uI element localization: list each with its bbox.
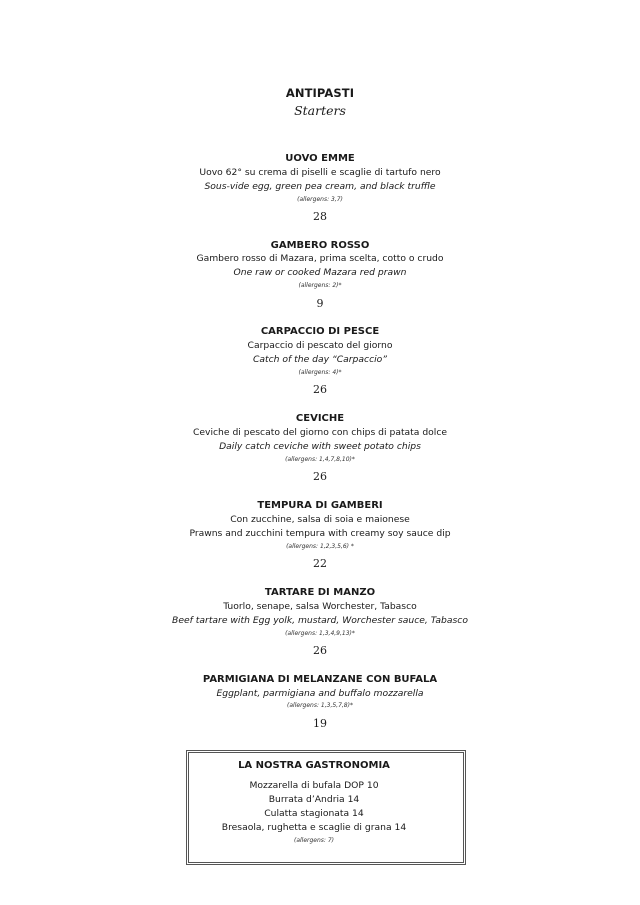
dish-description-italian: Uovo 62° su crema di piselli e scaglie di tartufo nero (199, 167, 441, 178)
dish-description-english: Prawns and zucchini tempura with creamy soy sauce dip (189, 528, 451, 539)
dish-name: CEVICHE (295, 413, 345, 424)
dish-price: 26 (313, 470, 327, 483)
gastronomia-item: Bresaola, rughetta e scaglie di grana 14 (221, 822, 407, 833)
dish-allergens: (allergens: 1,3,5,7,8)* (287, 702, 353, 709)
dish-description-italian: Gambero rosso di Mazara, prima scelta, cotto o crudo (196, 253, 444, 264)
dish-price: 9 (316, 297, 324, 310)
dish-allergens: (allergens: 3,7) (297, 196, 343, 203)
dish-description-italian: Ceviche di pescato del giorno con chips di patata dolce (192, 427, 448, 438)
dish-description-english: One raw or cooked Mazara red prawn (233, 267, 407, 278)
dish-allergens: (allergens: 2)* (298, 282, 342, 289)
gastronomia-title: LA NOSTRA GASTRONOMIA (238, 760, 390, 771)
dish-allergens: (allergens: 1,3,4,9,13)* (285, 630, 355, 637)
dish-description-english: Catch of the day “Carpaccio” (252, 354, 388, 365)
dish-description-english: Sous-vide egg, green pea cream, and black truffle (204, 181, 436, 192)
dish-description-italian: Con zucchine, salsa di soia e maionese (230, 514, 410, 525)
dish-name: TARTARE DI MANZO (264, 587, 376, 598)
dish-name: TEMPURA DI GAMBERI (257, 500, 383, 511)
dish-price: 26 (313, 383, 327, 396)
dish-price: 26 (313, 644, 327, 657)
dish-allergens: (allergens: 1,2,3,5,6) * (286, 543, 354, 550)
dish-description-italian: Carpaccio di pescato del giorno (247, 340, 393, 351)
gastronomia-allergens: (allergens: 7) (293, 837, 335, 844)
dish-price: 19 (313, 717, 327, 730)
section-title: ANTIPASTI (285, 86, 355, 100)
gastronomia-item: Mozzarella di bufala DOP 10 (249, 780, 379, 791)
dish-allergens: (allergens: 1,4,7,8,10)* (285, 456, 355, 463)
dish-description-english: Eggplant, parmigiana and buffalo mozzarella (216, 688, 424, 699)
dish-price: 28 (313, 210, 327, 223)
dish-description-english: Daily catch ceviche with sweet potato chips (219, 441, 421, 452)
dish-name: PARMIGIANA DI MELANZANE CON BUFALA (202, 674, 438, 685)
dish-allergens: (allergens: 4)* (298, 369, 342, 376)
section-subtitle: Starters (294, 103, 346, 118)
dish-name: UOVO EMME (285, 153, 355, 164)
dish-description-english: Beef tartare with Egg yolk, mustard, Worchester sauce, Tabasco (172, 615, 468, 626)
dish-name: GAMBERO ROSSO (270, 240, 370, 251)
gastronomia-item: Culatta stagionata 14 (264, 808, 364, 819)
gastronomia-item: Burrata d’Andria 14 (268, 794, 360, 805)
dish-name: CARPACCIO DI PESCE (260, 326, 380, 337)
dish-price: 22 (313, 557, 327, 570)
dish-description-italian: Tuorlo, senape, salsa Worchester, Tabasco (223, 601, 417, 612)
